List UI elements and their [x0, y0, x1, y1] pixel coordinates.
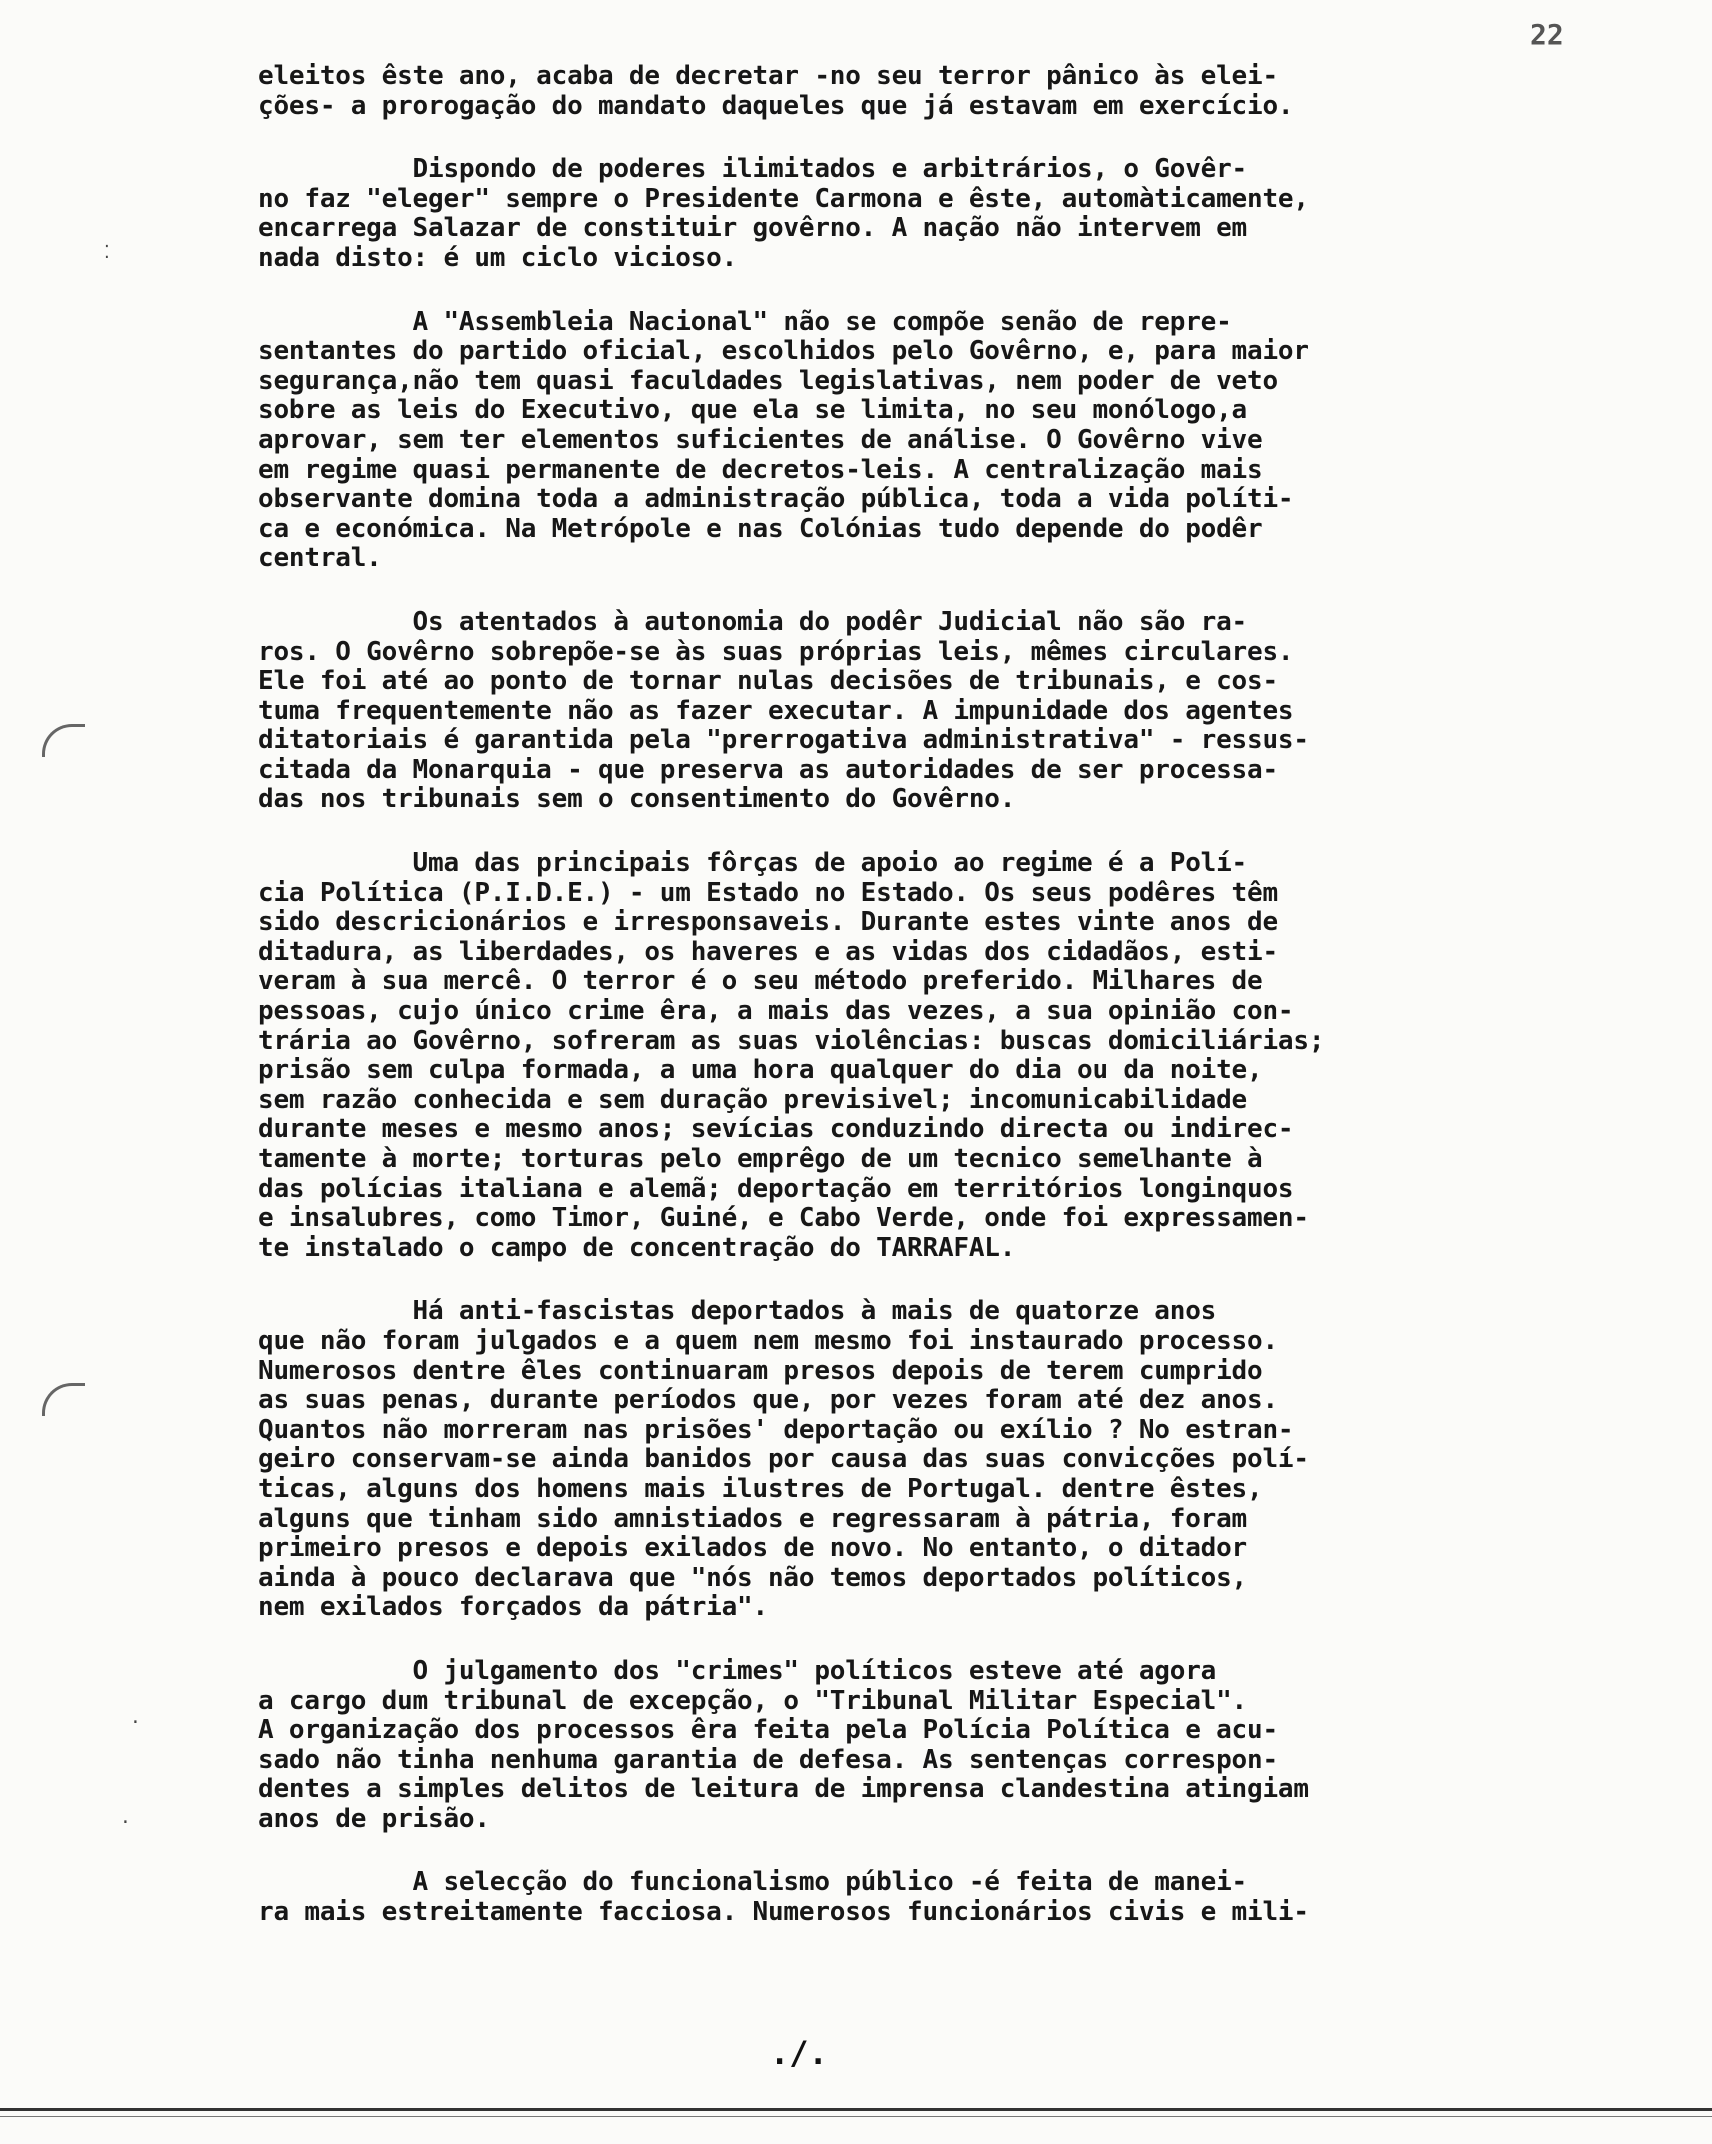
paragraph-5: Uma das principais fôrças de apoio ao regime é a Polí- cia Política (P.I.D.E.) - um Estado no Estado. Os seus podêres têm sido descricionários e irresponsaveis. Durante estes vinte anos de ditadura, as liberdades, os haveres e as vidas dos cidadãos, esti- veram à sua mercê. O terror é o seu método preferido. Milhares de pessoas, cujo único crime êra, a mais das vezes, a sua opinião con- trária ao Govêrno, sofreram as suas violências: buscas domiciliárias; prisão sem culpa formada, a uma hora qualquer do dia ou da noite, sem razão conhecida e sem duração previsivel; incomunicabilidade durante meses e mesmo anos; sevícias conduzindo directa ou indirec- tamente à morte; torturas pelo emprêgo de um tecnico semelhante à das polícias italiana e alemã; deportação em territórios longinquos e insalubres, como Timor, Guiné, e Cabo Verde, onde foi expressamen- te instalado o campo de concentração do TARRAFAL.: [258, 848, 1325, 1263]
paragraph-3: A "Assembleia Nacional" não se compõe senão de repre- sentantes do partido oficial, escolhidos pelo Govêrno, e, para maior segurança,não tem quasi faculdades legislativas, nem poder de veto sobre as leis do Executivo, que ela se limita, no seu monólogo,a aprovar, sem ter elementos suficientes de análise. O Govêrno vive em regime quasi permanente de decretos-leis. A centralização mais observante domina toda a administração pública, toda a vida políti- ca e económica. Na Metrópole e nas Colónias tudo depende do podêr central.: [258, 306, 1309, 574]
scan-speck: ⁚: [104, 242, 110, 263]
scan-speck: ·: [130, 1712, 141, 1733]
paragraph-6: Há anti-fascistas deportados à mais de quatorze anos que não foram julgados e a quem nem mesmo foi instaurado processo. Numerosos dentre êles continuaram presos depois de terem cumprido as suas penas, durante períodos que, por vezes foram até dez anos. Quantos não morreram nas prisões' deportação ou exílio ? No estran- geiro conservam-se ainda banidos por causa das suas convicções polí- ticas, alguns dos homens mais ilustres de Portugal. dentre êstes, alguns que tinham sido amnistiados e regressaram à pátria, foram primeiro presos e depois exilados de novo. No entanto, o ditador ainda à pouco declarava que "nós não temos deportados políticos, nem exilados forçados da pátria".: [258, 1296, 1309, 1623]
scan-speck: ·: [120, 1812, 131, 1833]
page-bottom-edge: [0, 2108, 1712, 2111]
paragraph-2: Dispondo de poderes ilimitados e arbitrários, o Govêr- no faz "eleger" sempre o Presidente Carmona e êste, automàticamente, encarrega Salazar de constituir govêrno. A nação não intervem em nada disto: é um ciclo vicioso.: [258, 154, 1309, 273]
punch-hole-mark: [42, 724, 85, 757]
page-number: 22: [1530, 18, 1564, 51]
paragraph-8: A selecção do funcionalismo público -é feita de manei- ra mais estreitamente facciosa. Numerosos funcionários civis e mili-: [258, 1867, 1309, 1928]
continuation-mark: ./.: [770, 2034, 828, 2072]
document-body: [258, 62, 1618, 1928]
paragraph-1: eleitos êste ano, acaba de decretar -no seu terror pânico às elei- ções- a prorogação do mandato daqueles que já estavam em exercício.: [258, 61, 1294, 121]
punch-hole-mark: [42, 1383, 85, 1416]
paragraph-7: O julgamento dos "crimes" políticos esteve até agora a cargo dum tribunal de excepção, o "Tribunal Militar Especial". A organização dos processos êra feita pela Polícia Política e acu- sado não tinha nenhuma garantia de defesa. As sentenças correspon- dentes a simples delitos de leitura de imprensa clandestina atingiam anos de prisão.: [258, 1655, 1309, 1834]
page-bottom-edge-shadow: [0, 2116, 1712, 2117]
paragraph-4: Os atentados à autonomia do podêr Judicial não são ra- ros. O Govêrno sobrepõe-se às suas próprias leis, mêmes circulares. Ele foi até ao ponto de tornar nulas decisões de tribunais, e cos- tuma frequentemente não as fazer executar. A impunidade dos agentes ditatoriais é garantida pela "prerrogativa administrativa" - ressus- citada da Monarquia - que preserva as autoridades de ser processa- das nos tribunais sem o consentimento do Govêrno.: [258, 606, 1309, 815]
